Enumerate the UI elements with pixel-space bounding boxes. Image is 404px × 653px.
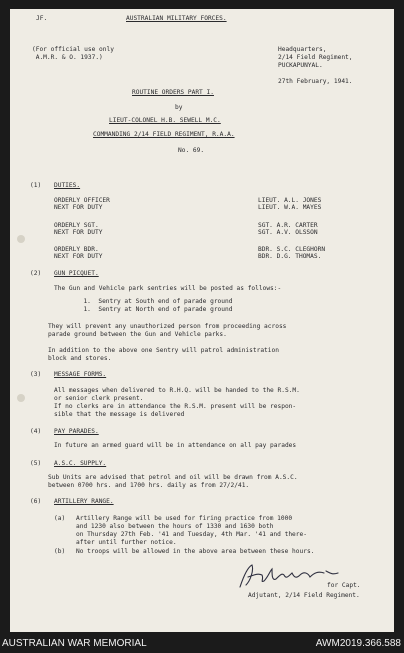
duty-role: NEXT FOR DUTY: [54, 253, 103, 260]
duty-name: LIEUT. W.A. MAYES: [258, 204, 322, 211]
file-ref: JF.: [36, 15, 48, 22]
body-line: parade ground between the Gun and Vehicle parks.: [48, 331, 227, 338]
official-use-line-1: (For official use only: [32, 46, 114, 53]
body-line: Sub Units are advised that petrol and oil will be drawn from A.S.C.: [48, 474, 298, 481]
command-line: COMMANDING 2/14 FIELD REGIMENT, R.A.A.: [93, 131, 235, 138]
duty-name: LIEUT. A.L. JONES: [258, 197, 322, 204]
body-line: 1. Sentry at South end of parade ground: [76, 298, 233, 305]
section-number: (4): [30, 428, 42, 435]
body-line: In future an armed guard will be in attendance on all pay parades: [54, 442, 297, 449]
body-line: on Thursday 27th Feb. '41 and Tuesday, 4th Mar. '41 and there-: [76, 531, 307, 538]
hq-line-3: PUCKAPUNYAL.: [278, 62, 323, 69]
body-line: sible that the message is delivered: [54, 411, 185, 418]
punch-hole: [17, 235, 25, 243]
official-use-line-2: A.M.R. & O. 1937.): [32, 54, 103, 61]
section-heading: A.S.C. SUPPLY.: [54, 460, 107, 467]
body-line: and 1230 also between the hours of 1330 and 1630 both: [76, 523, 274, 530]
signoff-line-1: for Capt.: [327, 582, 361, 589]
section-heading: DUTIES.: [54, 182, 81, 189]
section-number: (5): [30, 460, 42, 467]
body-line: or senior clerk present.: [54, 395, 144, 402]
item-label: (b): [54, 548, 66, 555]
body-line: after until further notice.: [76, 539, 177, 546]
body-line: They will prevent any unauthorized person from proceeding across: [48, 323, 287, 330]
duty-name: BDR. S.C. CLEGHORN: [258, 246, 326, 253]
body-line: No troops will be allowed in the above area between these hours.: [76, 548, 315, 555]
body-line: The Gun and Vehicle park sentries will be posted as follows:-: [54, 285, 282, 292]
duty-role: NEXT FOR DUTY: [54, 229, 103, 236]
officer-name: LIEUT-COLONEL H.B. SEWELL M.C.: [109, 117, 221, 124]
section-number: (2): [30, 270, 42, 277]
section-number: (1): [30, 182, 42, 189]
body-line: Artillery Range will be used for firing practice from 1000: [76, 515, 293, 522]
body-line: If no clerks are in attendance the R.S.M. present will be respon-: [54, 403, 297, 410]
punch-hole: [17, 394, 25, 402]
order-number: No. 69.: [178, 147, 205, 154]
hq-line-1: Headquarters,: [278, 46, 327, 53]
document-date: 27th February, 1941.: [278, 78, 353, 85]
duty-role: ORDERLY BDR.: [54, 246, 99, 253]
section-heading: MESSAGE FORMS.: [54, 371, 107, 378]
footer-bar: [0, 633, 404, 653]
section-heading: ARTILLERY RANGE.: [54, 498, 114, 505]
duty-role: NEXT FOR DUTY: [54, 204, 103, 211]
body-line: block and stores.: [48, 355, 112, 362]
force-header: AUSTRALIAN MILITARY FORCES.: [126, 15, 227, 22]
footer-accession-number: AWM2019.366.588: [315, 638, 401, 649]
section-heading: PAY PARADES.: [54, 428, 99, 435]
body-line: In addition to the above one Sentry will patrol administration: [48, 347, 279, 354]
duty-name: BDR. D.G. THOMAS.: [258, 253, 322, 260]
hq-line-2: 2/14 Field Regiment,: [278, 54, 353, 61]
document-page: [10, 9, 394, 632]
footer-institution: AUSTRALIAN WAR MEMORIAL: [2, 638, 147, 649]
by-line: by: [175, 104, 183, 111]
duty-name: SGT. A.V. OLSSON: [258, 229, 318, 236]
duty-role: ORDERLY SGT.: [54, 222, 99, 229]
item-label: (a): [54, 515, 66, 522]
section-heading: GUN PICQUET.: [54, 270, 99, 277]
duty-role: ORDERLY OFFICER: [54, 197, 110, 204]
body-line: All messages when delivered to R.H.Q. will be handed to the R.S.M.: [54, 387, 300, 394]
section-number: (3): [30, 371, 42, 378]
duty-name: SGT. A.R. CARTER: [258, 222, 318, 229]
signoff-line-2: Adjutant, 2/14 Field Regiment.: [248, 592, 360, 599]
body-line: 1. Sentry at North end of parade ground: [76, 306, 233, 313]
orders-title: ROUTINE ORDERS PART I.: [132, 89, 214, 96]
body-line: between 0700 hrs. and 1700 hrs. daily as from 27/2/41.: [48, 482, 250, 489]
section-number: (6): [30, 498, 42, 505]
